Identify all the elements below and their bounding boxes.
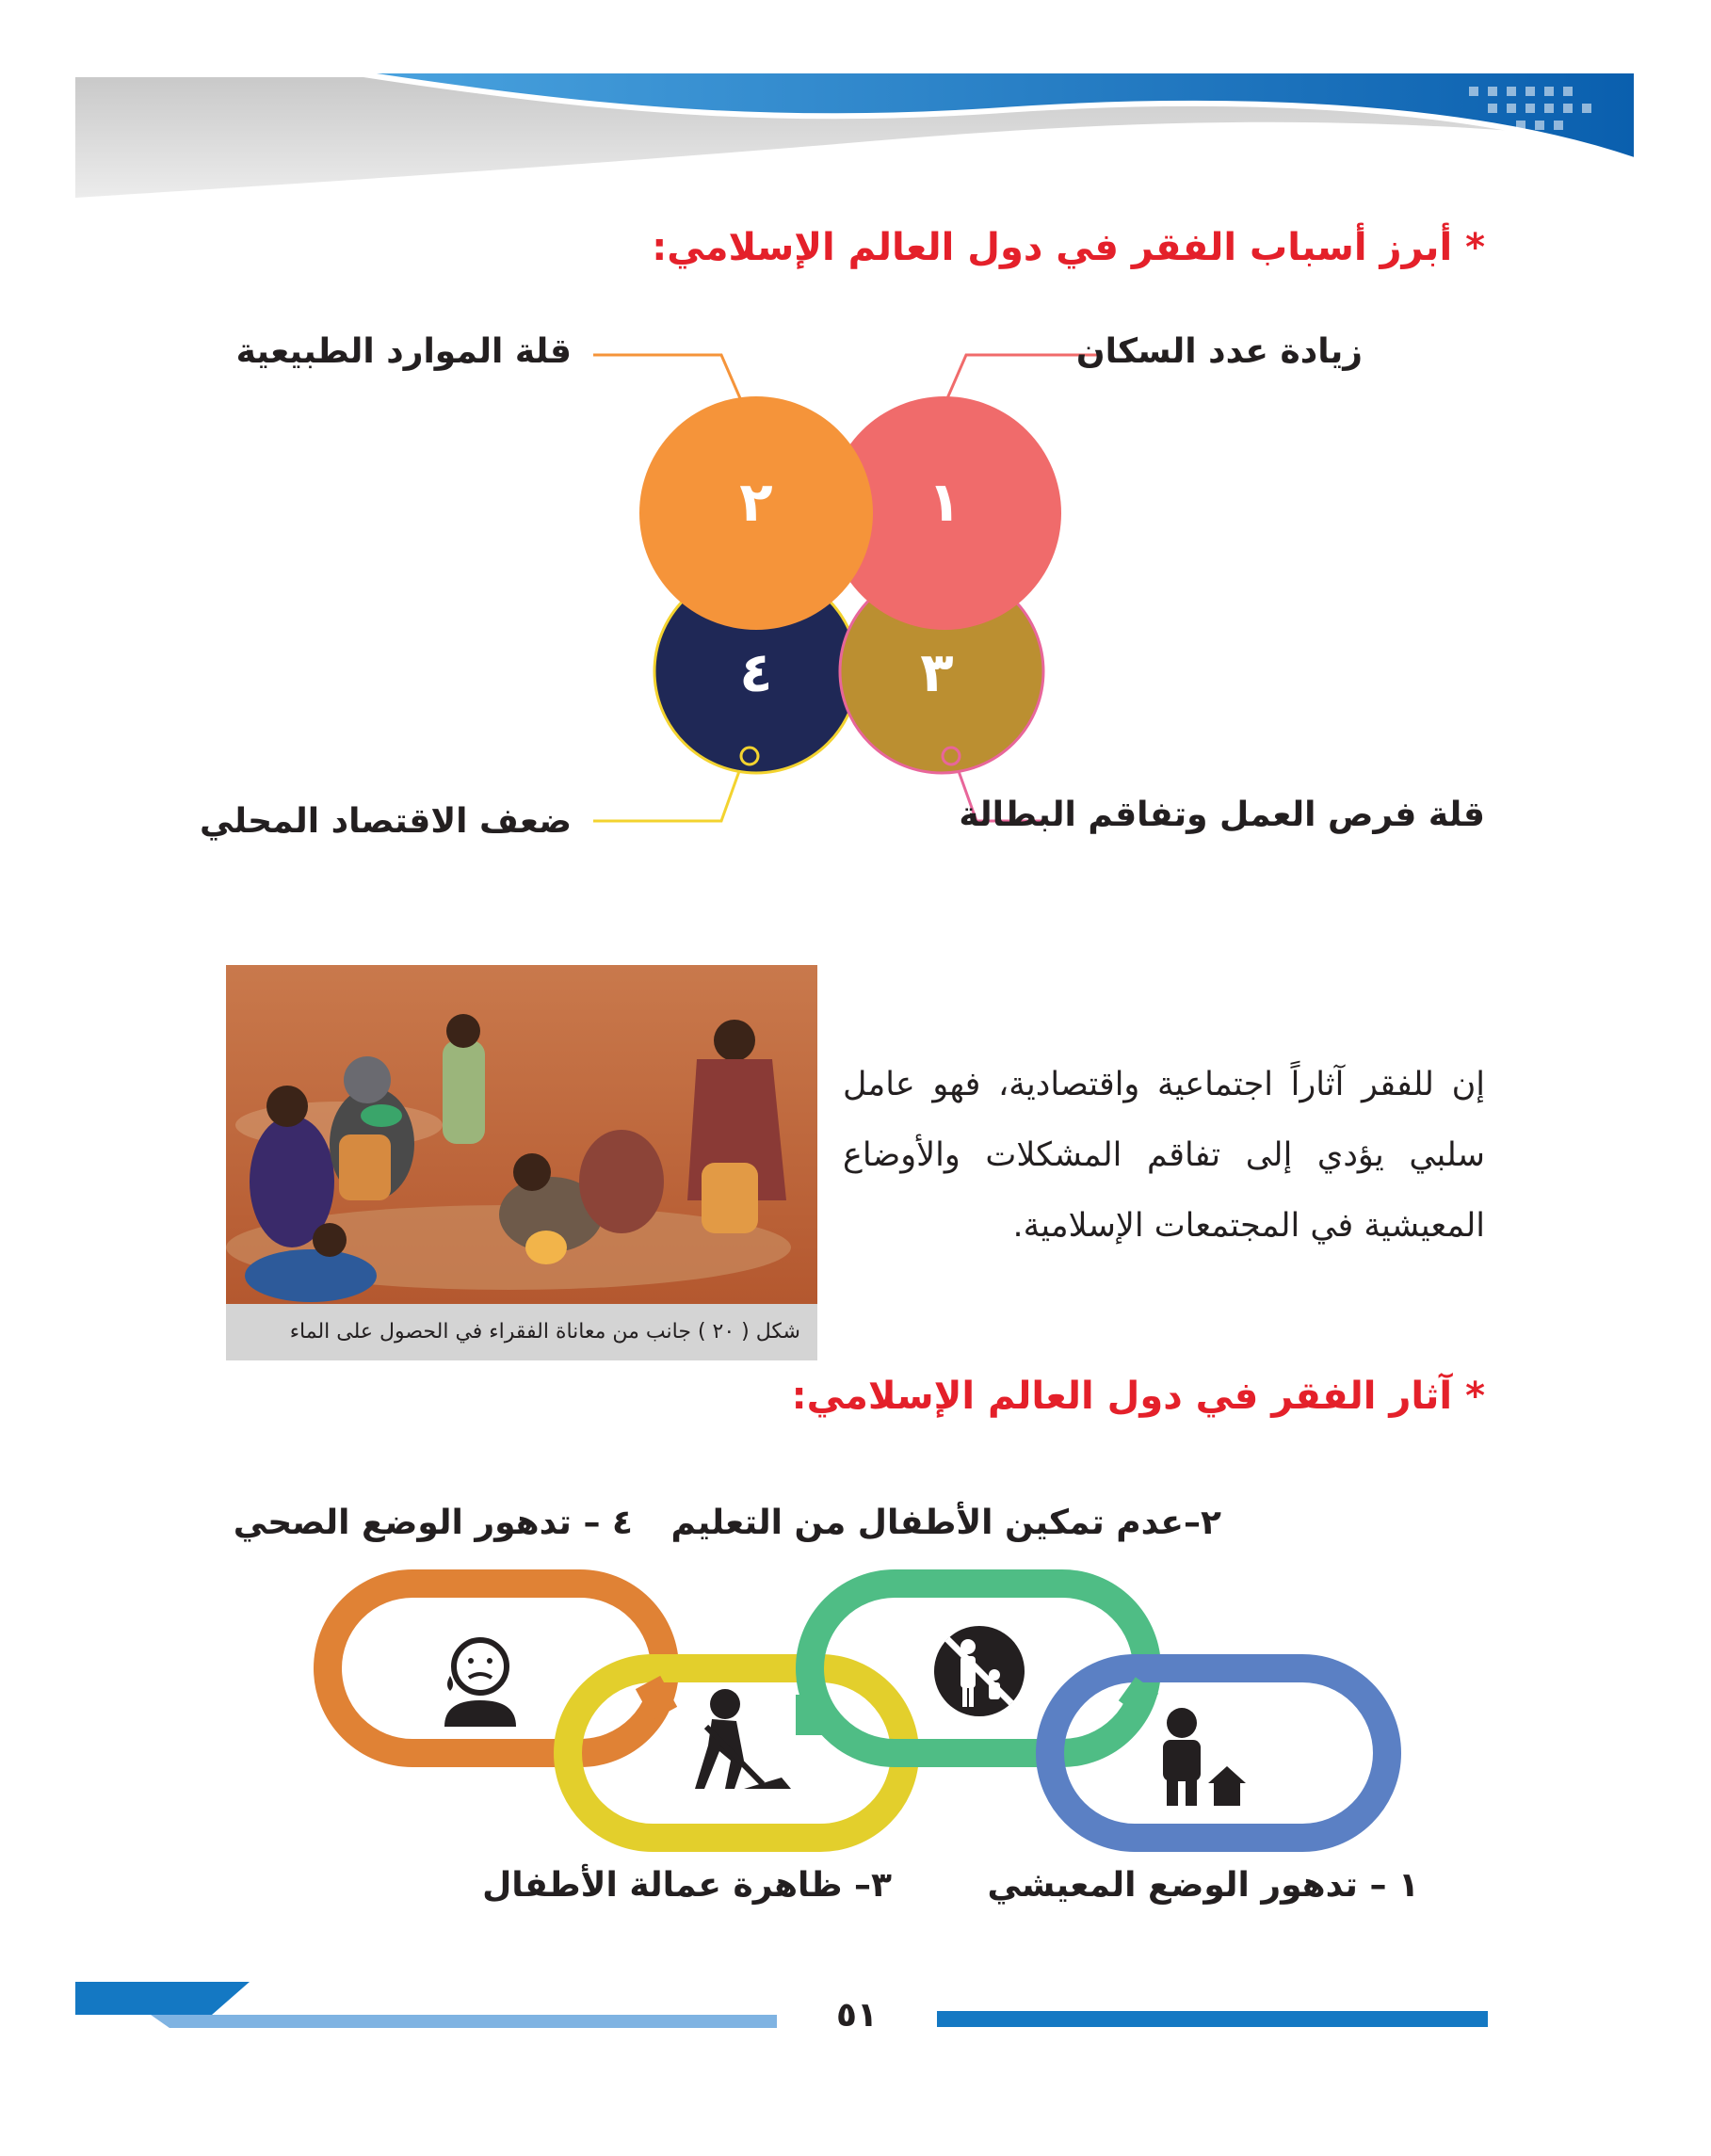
cause-number-3: ٣ [920,640,954,705]
causes-heading: * أبرز أسباب الفقر في دول العالم الإسلامي: [652,226,1485,269]
cause-label-4: ضعف الاقتصاد المحلي [200,802,572,841]
connector-line-2 [593,355,743,405]
connector-line-4 [593,761,743,821]
header-wave-banner [0,0,1711,217]
cause-label-2: قلة الموارد الطبيعية [235,332,572,371]
effect-label-3: ٣– ظاهرة عمالة الأطفال [482,1866,892,1905]
cause-label-1: زيادة عدد السكان [1075,332,1363,371]
sick-person-icon [444,1640,516,1727]
cause-label-3: قلة فرص العمل وتفاقم البطالة [959,796,1485,834]
paragraph: إن للفقر آثاراً اجتماعية واقتصادية، فهو عامل سلبي يؤدي إلى تفاقم المشكلات والأوضاع المعيشية في المجتمعات الإسلامية. [843,1066,1485,1245]
effects-chain [0,1553,1711,1874]
effect-label-2: ٢–عدم تمكين الأطفال من التعليم [670,1504,1221,1542]
cause-number-4: ٤ [739,640,773,705]
causes-diagram [0,311,1711,876]
figure-photo [226,965,817,1304]
page-number: ٥١ [836,1996,878,2035]
child-labor-icon [695,1689,791,1789]
effect-label-4: ٤ – تدهور الوضع الصحي [233,1504,633,1542]
cause-number-2: ٢ [739,470,773,535]
no-children-icon [934,1626,1025,1716]
cause-number-1: ١ [928,470,961,535]
house-person-icon [1163,1708,1246,1806]
figure-caption: شكل ( ٢٠ ) جانب من معاناة الفقراء في الحصول على الماء [226,1304,817,1360]
effects-heading: * آثار الفقر في دول العالم الإسلامي: [791,1375,1485,1418]
effect-label-1: ١ – تدهور الوضع المعيشي [987,1866,1419,1905]
